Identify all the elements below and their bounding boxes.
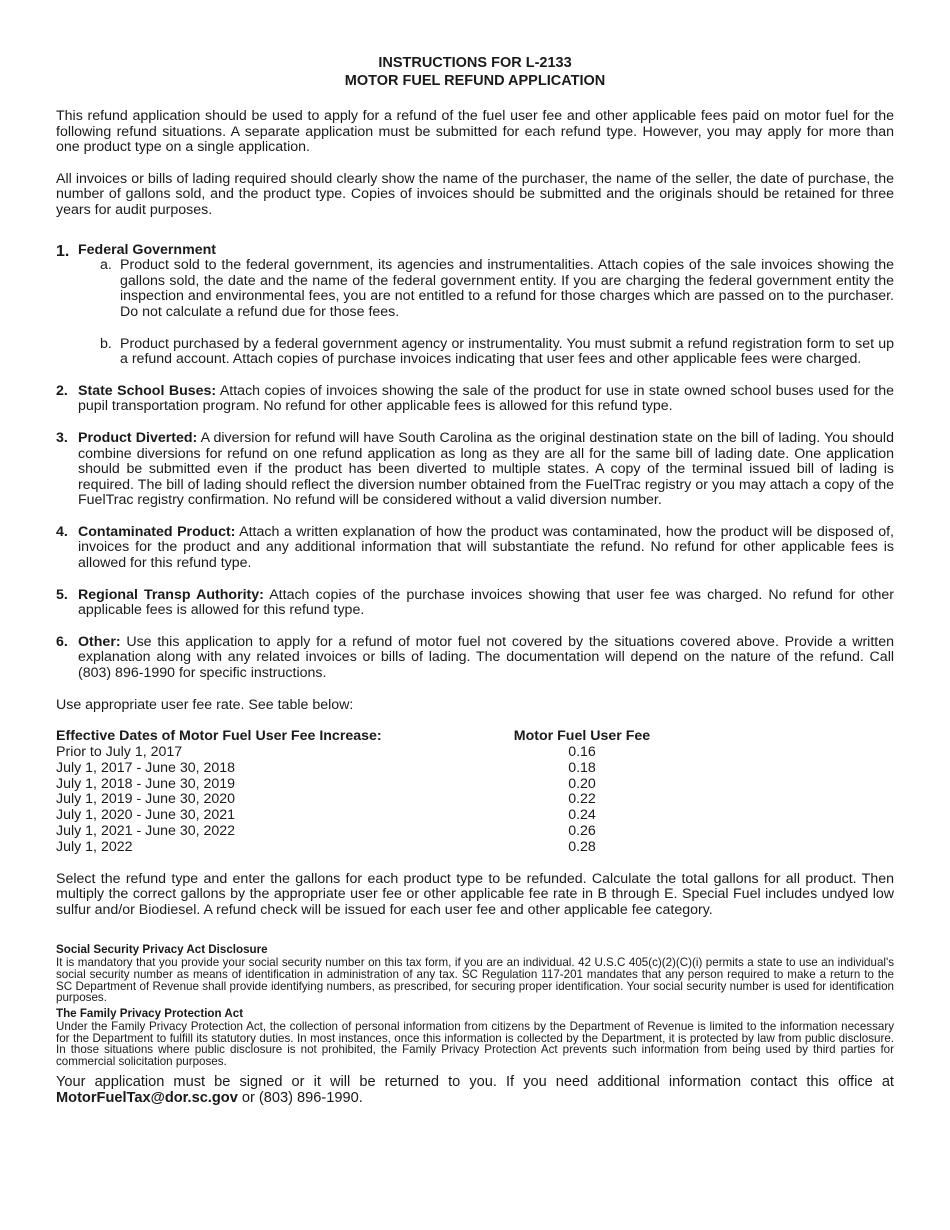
refund-calculation-paragraph: Select the refund type and enter the gallons for each product type to be refunded. Calculate the total gallons for all product. Then multiply the correct gallons by the appropriate user fee or other applicable fee rate in B through E. Special Fuel includes undyed low sulfur and/or Biodiesel. A refund check will be issued for each user fee and other applicable fee category.: [56, 870, 894, 918]
rate-period: July 1, 2022: [56, 838, 133, 855]
rate-period: July 1, 2018 - June 30, 2019: [56, 775, 236, 792]
contact-text: Your application must be signed or it will be returned to you. If you need additional information contact this office at: [56, 1073, 894, 1090]
rate-note: Use appropriate user fee rate. See table below:: [56, 696, 354, 713]
contact-paragraph: [56, 1074, 894, 1106]
subitem-letter: b.: [100, 335, 112, 352]
family-privacy-text: Under the Family Privacy Protection Act, the collection of personal information from citizens by the Department of Revenue is limited to the information necessary for the Department to fulfill its statutory duties. In most instances, once this information is collected by the Department, it is protected by law from public disclosure. In those situations where public disclosure is not prohibited, the Family Privacy Protection Act prevents such information from being used by third parties for commercial solicitation purposes.: [56, 1019, 894, 1069]
subitem-text: Product purchased by a federal government agency or instrumentality. You must submit a refund registration form to set up a refund account. Attach copies of purchase invoices indicating that user fees and other applicable fees were charged.: [120, 335, 894, 368]
rate-fee: 0.22: [568, 791, 596, 808]
rate-fee: 0.20: [568, 775, 596, 792]
rate-period: July 1, 2020 - June 30, 2021: [56, 807, 236, 824]
rate-table-header-row: [56, 729, 662, 745]
item-number: 1.: [56, 242, 70, 260]
item-number: 5.: [56, 586, 68, 603]
ssn-disclosure-text: It is mandatory that you provide your social security number on this tax form, if you are an individual. 42 U.S.C 405(c)(2)(C)(i) permits a state to use an individual's social security number as means of identification in administration of any tax. SC Regulation 117-201 mandates that any person required to make a return to the SC Department of Revenue shall provide identifying numbers, as prescribed, for securing proper identification. Your social security number is used for identification purposes.: [56, 955, 894, 1005]
rate-period: July 1, 2019 - June 30, 2020: [56, 791, 236, 808]
instructions-page: [56, 54, 894, 1106]
table-row: [56, 808, 662, 824]
intro-paragraph-1: This refund application should be used to apply for a refund of the fuel user fee and other applicable fees paid on motor fuel for the following refund situations. A separate application must be submitted for each refund type. However, you may apply for more than one product type on a single application.: [56, 108, 894, 156]
table-row: [56, 745, 662, 761]
rate-fee: 0.16: [568, 744, 596, 761]
table-row: [56, 840, 662, 856]
item-number: 4.: [56, 523, 68, 540]
rate-table-header-dates: Effective Dates of Motor Fuel User Fee Increase:: [56, 728, 382, 745]
form-title-line2: MOTOR FUEL REFUND APPLICATION: [344, 73, 606, 89]
item-title: Product Diverted:: [78, 429, 198, 446]
item-title: Other:: [78, 633, 121, 650]
item-title: Regional Transp Authority:: [78, 586, 264, 603]
item-text: Attach a written explanation of how the product was contaminated, how the product will be disposed of, invoices for the product and any additional information that will substantiate the refund. No refund for other applicable fees is allowed for this refund type.: [78, 523, 894, 572]
intro-paragraph-2: All invoices or bills of lading required should clearly show the name of the purchaser, the name of the seller, the date of purchase, the number of gallons sold, and the product type. Copies of invoices should be submitted and the originals should be retained for three years for audit purposes.: [56, 170, 894, 218]
item-title: Contaminated Product:: [78, 523, 236, 540]
rate-fee: 0.24: [568, 807, 596, 824]
table-row: [56, 761, 662, 777]
item-text: A diversion for refund will have South Carolina as the original destination state on the bill of lading. You should combine diversions for refund on one refund application as long as they are all for the same bill of lading date. One application should be submitted even if the product has been diverted to multiple states. A copy of the terminal issued bill of lading is required. The bill of lading should reflect the diversion number obtained from the FuelTrac registry or you may attach a copy of the FuelTrac registry confirmation. No refund will be considered without a valid diversion number.: [78, 429, 894, 509]
subitem-letter: a.: [100, 257, 112, 274]
item-title: Federal Government: [78, 241, 216, 258]
table-row: [56, 824, 662, 840]
item-number: 3.: [56, 429, 68, 446]
item-number: 2.: [56, 382, 68, 399]
item-title: State School Buses:: [78, 382, 217, 399]
rate-fee: 0.18: [568, 759, 596, 776]
ssn-disclosure-heading: Social Security Privacy Act Disclosure: [56, 943, 268, 957]
contact-email-link[interactable]: MotorFuelTax@dor.sc.gov: [56, 1089, 238, 1106]
contact-phone-text: or (803) 896-1990.: [237, 1089, 363, 1106]
item-text: Attach copies of the purchase invoices showing that user fee was charged. No refund for other applicable fees is allowed for this refund type.: [78, 586, 894, 619]
refund-type-regional-transp-authority: [56, 588, 894, 619]
item-number: 6.: [56, 633, 68, 650]
rate-period: July 1, 2021 - June 30, 2022: [56, 823, 236, 839]
refund-type-product-diverted: [56, 431, 894, 509]
family-privacy-heading: The Family Privacy Protection Act: [56, 1007, 244, 1021]
rate-period: Prior to July 1, 2017: [56, 744, 183, 761]
refund-type-contaminated-product: [56, 525, 894, 572]
refund-type-other: [56, 635, 894, 682]
subitem-a: [78, 258, 894, 320]
subitem-text: Product sold to the federal government, its agencies and instrumentalities. Attach copies of the sale invoices showing the gallons sold, the date and the name of the federal government entity. If you are charging the federal government entity the inspection and environmental fees, you are not entitled to a refund for those charges which are passed on to the purchaser. Do not calculate a refund due for those fees.: [120, 257, 894, 320]
user-fee-rate-table: [56, 729, 662, 855]
rate-fee: 0.26: [568, 823, 596, 839]
item-text: Attach copies of invoices showing the sale of the product for use in state owned school buses used for the pupil transportation program. No refund for other applicable fees is allowed for this refund type.: [78, 382, 894, 415]
table-row: [56, 777, 662, 793]
rate-fee: 0.28: [568, 838, 596, 855]
item-text: Use this application to apply for a refund of motor fuel not covered by the situations covered above. Provide a written explanation along with any related invoices or bills of lading. The documentation will depend on the nature of the refund. Call (803) 896-1990 for specific instructions.: [78, 633, 894, 682]
table-row: [56, 792, 662, 808]
form-title-line1: INSTRUCTIONS FOR L-2133: [378, 55, 572, 71]
refund-type-state-school-buses: [56, 384, 894, 415]
rate-table-header-fee: Motor Fuel User Fee: [513, 728, 651, 745]
refund-type-federal-government: [56, 243, 894, 368]
subitem-b: [78, 337, 894, 368]
rate-period: July 1, 2017 - June 30, 2018: [56, 759, 236, 776]
